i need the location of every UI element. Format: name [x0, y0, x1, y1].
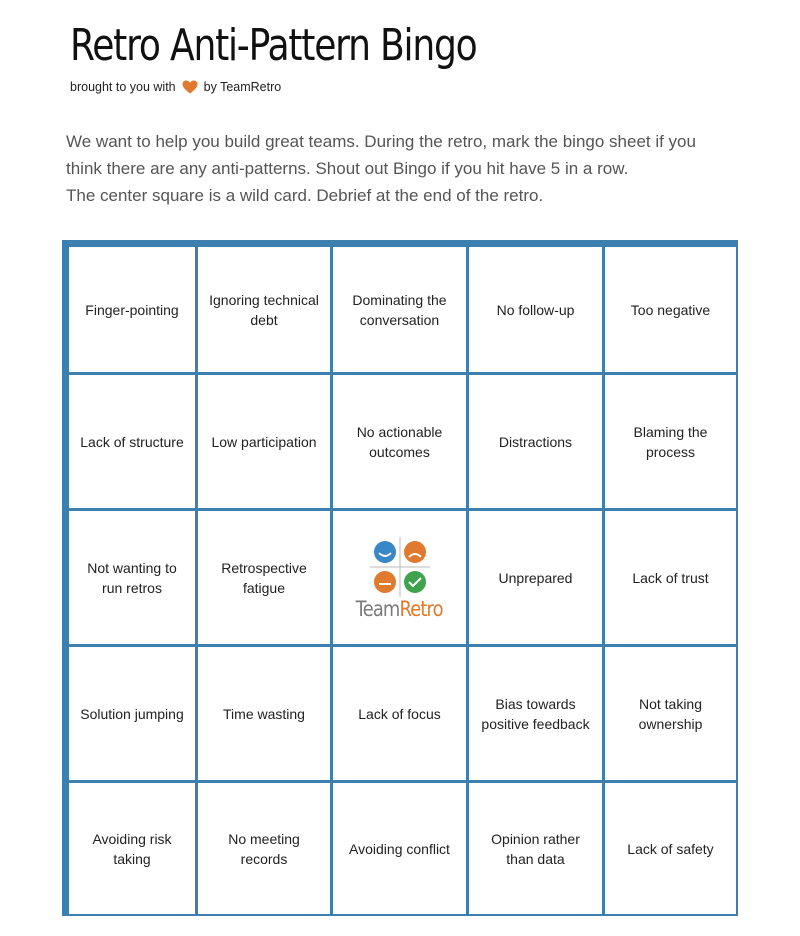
- bingo-cell[interactable]: Ignoring technical debt: [198, 247, 330, 372]
- intro-line: The center square is a wild card. Debrief at the end of the retro.: [66, 186, 544, 205]
- byline-suffix: by TeamRetro: [203, 80, 282, 94]
- bingo-cell[interactable]: Not wanting to run retros: [69, 511, 195, 644]
- bingo-cell[interactable]: Retrospective fatigue: [198, 511, 330, 644]
- bingo-cell[interactable]: Not taking ownership: [605, 647, 736, 780]
- bingo-cell[interactable]: Time wasting: [198, 647, 330, 780]
- retro-faces-icon: [370, 537, 430, 597]
- bingo-cell[interactable]: Solution jumping: [69, 647, 195, 780]
- intro-text: [66, 128, 756, 209]
- bingo-cell[interactable]: Lack of focus: [333, 647, 466, 780]
- bingo-cell[interactable]: Avoiding risk taking: [69, 783, 195, 914]
- bingo-cell[interactable]: Distractions: [469, 375, 602, 508]
- bingo-cell[interactable]: Lack of trust: [605, 511, 736, 644]
- bingo-cell[interactable]: Lack of safety: [605, 783, 736, 914]
- bingo-cell[interactable]: Low participation: [198, 375, 330, 508]
- bingo-cell[interactable]: Too negative: [605, 247, 736, 372]
- bingo-cell[interactable]: Blaming the process: [605, 375, 736, 508]
- logo-text: TeamRetro: [356, 596, 443, 621]
- page-title: Retro Anti-Pattern Bingo: [70, 20, 477, 71]
- intro-line: We want to help you build great teams. During the retro, mark the bingo sheet if you: [66, 132, 696, 151]
- teamretro-logo: [348, 537, 450, 619]
- wild-card-cell[interactable]: [333, 511, 466, 644]
- heart-icon: [182, 80, 198, 94]
- bingo-cell[interactable]: No follow-up: [469, 247, 602, 372]
- byline-prefix: brought to you with: [70, 80, 176, 94]
- bingo-cell[interactable]: Finger-pointing: [69, 247, 195, 372]
- bingo-cell[interactable]: No meeting records: [198, 783, 330, 914]
- bingo-board: [62, 240, 738, 916]
- bingo-cell[interactable]: Avoiding conflict: [333, 783, 466, 914]
- bingo-cell[interactable]: Dominating the conversation: [333, 247, 466, 372]
- intro-line: think there are any anti-patterns. Shout out Bingo if you hit have 5 in a row.: [66, 159, 629, 178]
- bingo-cell[interactable]: Bias towards positive feedback: [469, 647, 602, 780]
- bingo-cell[interactable]: Opinion rather than data: [469, 783, 602, 914]
- byline: [70, 80, 281, 94]
- bingo-cell[interactable]: Lack of structure: [69, 375, 195, 508]
- bingo-cell[interactable]: Unprepared: [469, 511, 602, 644]
- bingo-cell[interactable]: No actionable outcomes: [333, 375, 466, 508]
